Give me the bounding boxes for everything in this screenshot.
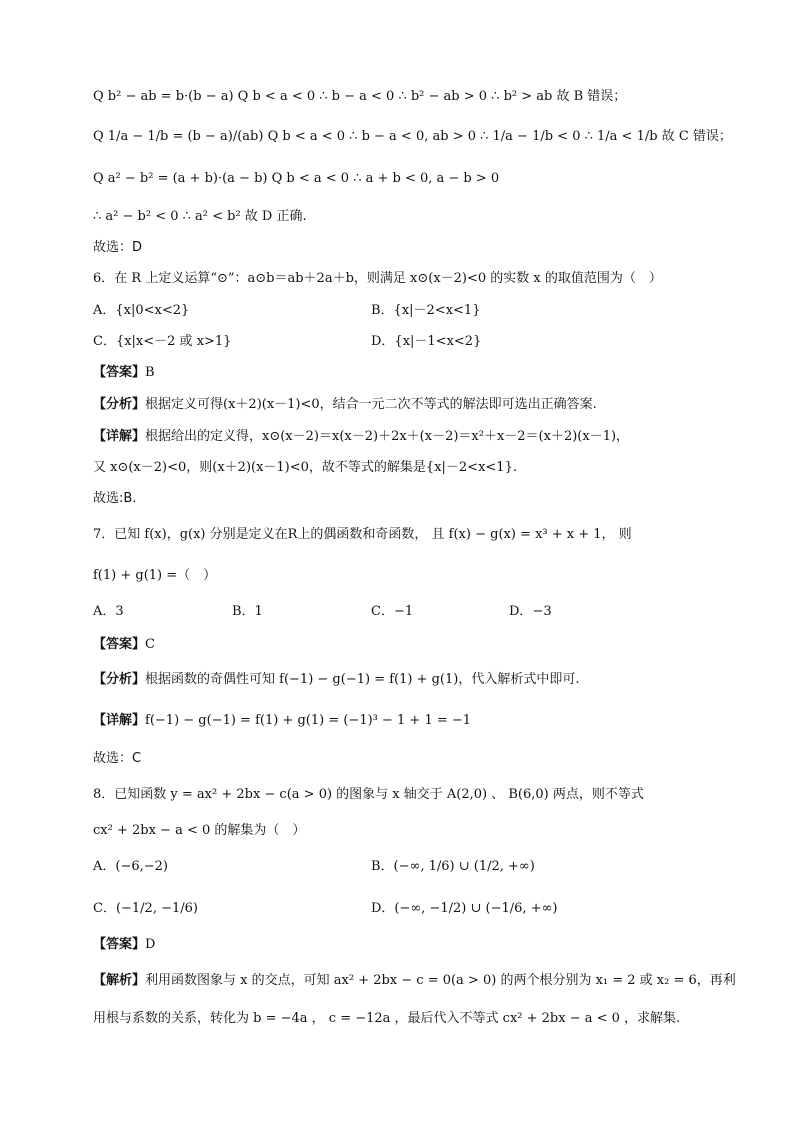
q7-stem-1: 7．已知 f(x)，g(x) 分别是定义在R上的偶函数和奇函数， 且 f(x) − g(x) = x³ + x + 1， 则 (93, 527, 632, 542)
q6-option-a: A．{x|0<x<2} (93, 303, 190, 318)
analysis-text: 根据定义可得(x＋2)(x－1)<0，结合一元二次不等式的解法即可选出正确答案. (145, 397, 597, 412)
q8-stem-2: cx² + 2bx − a < 0 的解集为（ ） (93, 823, 306, 838)
answer-tag: 【答案】 (93, 937, 146, 952)
q8-option-a: A．(−6,−2) (93, 859, 168, 874)
analysis-text: 根据函数的奇偶性可知 f(−1) − g(−1) = f(1) + g(1)，代入解析式中即可. (145, 672, 580, 687)
solution-tag: 【解析】 (93, 973, 146, 988)
q6-option-c: C．{x|x<－2 或 x>1} (93, 334, 232, 349)
q7-choice: 故选：C (93, 751, 142, 766)
detail-tag: 【详解】 (93, 713, 146, 728)
q7-option-b: B．1 (232, 604, 263, 619)
q7-answer (93, 636, 155, 654)
prev-solution-line-4: ∴ a² − b² < 0 ∴ a² < b² 故 D 正确. (93, 209, 307, 224)
q6-detail-1 (93, 428, 629, 446)
q8-stem-1: 8．已知函数 y = ax² + 2bx − c(a > 0) 的图象与 x 轴交于 A(2,0) 、 B(6,0) 两点，则不等式 (93, 787, 644, 802)
answer-tag: 【答案】 (93, 365, 146, 380)
prev-solution-line-2: Q 1/a − 1/b = (b − a)/(ab) Q b < a < 0 ∴ b − a < 0, ab > 0 ∴ 1/a − 1/b < 0 ∴ 1/a < 1/b 故 C 错误； (93, 129, 732, 144)
q7-option-a: A．3 (93, 604, 124, 619)
prev-solution-line-1: Q b² − ab = b·(b − a) Q b < a < 0 ∴ b − a < 0 ∴ b² − ab > 0 ∴ b² > ab 故 B 错误； (93, 89, 627, 104)
prev-solution-line-3: Q a² − b² = (a + b)·(a − b) Q b < a < 0 ∴ a + b < 0, a − b > 0 (93, 171, 500, 186)
prev-solution-choice: 故选：D (93, 240, 143, 255)
q6-option-b: B．{x|－2<x<1} (371, 303, 481, 318)
answer-tag: 【答案】 (93, 637, 146, 652)
q7-option-d: D．−3 (509, 604, 552, 619)
q6-analysis (93, 396, 597, 414)
answer-value: D (145, 937, 156, 952)
answer-value: B (145, 365, 155, 380)
q7-detail (93, 712, 471, 730)
q8-answer (93, 936, 155, 954)
q8-solution-2: 用根与系数的关系，转化为 b = −4a ， c = −12a ，最后代入不等式 cx² + 2bx − a < 0 ，求解集. (93, 1011, 681, 1026)
analysis-tag: 【分析】 (93, 672, 146, 687)
q8-option-b: B．(−∞, 1/6) ∪ (1/2, +∞) (371, 859, 535, 874)
q7-analysis (93, 671, 579, 689)
detail-text: 根据给出的定义得，x⊙(x－2)＝x(x－2)＋2x＋(x－2)＝x²＋x－2＝(x＋2)(x－1)， (145, 429, 630, 444)
q7-stem-2: f(1) + g(1) =（ ） (93, 568, 217, 583)
q8-solution-1 (93, 972, 736, 990)
q8-option-d: D．(−∞, −1/2) ∪ (−1/6, +∞) (371, 901, 558, 916)
detail-text: f(−1) − g(−1) = f(1) + g(1) = (−1)³ − 1 + 1 = −1 (145, 713, 472, 728)
q6-choice: 故选:B. (93, 491, 137, 506)
solution-text: 利用函数图象与 x 的交点，可知 ax² + 2bx − c = 0(a > 0) 的两个根分别为 x₁ = 2 或 x₂ = 6，再利 (145, 973, 736, 988)
q6-detail-2: 又 x⊙(x－2)<0，则(x＋2)(x－1)<0，故不等式的解集是{x|－2<x<1}. (93, 460, 517, 475)
analysis-tag: 【分析】 (93, 397, 146, 412)
detail-tag: 【详解】 (93, 429, 146, 444)
q6-stem: 6．在 R 上定义运算“⊙”：a⊙b＝ab＋2a＋b，则满足 x⊙(x－2)<0 的实数 x 的取值范围为（ ） (93, 271, 662, 286)
q7-option-c: C．−1 (371, 604, 414, 619)
answer-value: C (145, 637, 155, 652)
q6-option-d: D．{x|－1<x<2} (371, 334, 482, 349)
q6-answer (93, 364, 155, 382)
q8-option-c: C．(−1/2, −1/6) (93, 901, 198, 916)
